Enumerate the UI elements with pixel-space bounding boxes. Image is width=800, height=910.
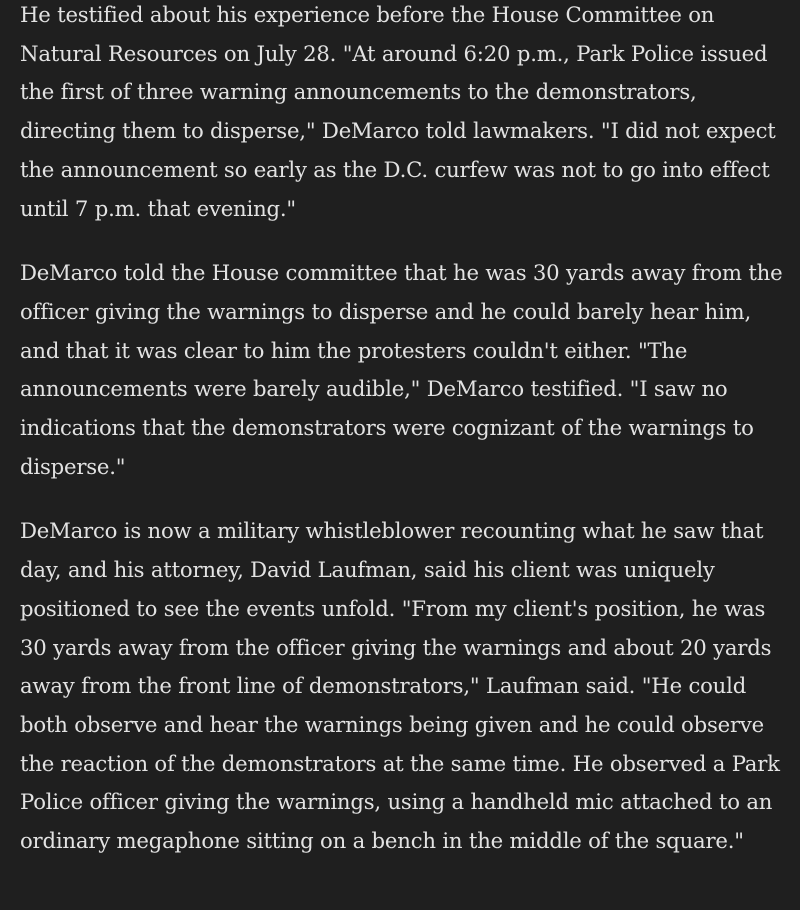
article-paragraph-3: DeMarco is now a military whistleblower recounting what he saw that day, and his attorney, David Laufman, said his client was uniquely positioned to see the events unfold. "From my client's position, he was 30 yards away from the officer giving the warnings and about 20 yards away from the front line of demonstrators," Laufman said. "He could both observe and hear the warnings being given and he could observe the reaction of the demonstrators at the same time. He observed a Park Police officer giving the warnings, using a handheld mic attached to an ordinary megaphone sitting on a bench in the middle of the square." bbox=[20, 518, 780, 854]
article-body bbox=[20, 0, 786, 861]
article-paragraph-2: DeMarco told the House committee that he was 30 yards away from the officer giving the warnings to disperse and he could barely hear him, and that it was clear to him the protesters couldn't either. "The announcements were barely audible," DeMarco testified. "I saw no indications that the demonstrators were cognizant of the warnings to disperse." bbox=[20, 260, 783, 479]
article-paragraph-1: He testified about his experience before the House Committee on Natural Resources on July 28. "At around 6:20 p.m., Park Police issued the first of three warning announcements to the demonstrators, directing them to disperse," DeMarco told lawmakers. "I did not expect the announcement so early as the D.C. curfew was not to go into effect until 7 p.m. that evening." bbox=[20, 2, 776, 221]
